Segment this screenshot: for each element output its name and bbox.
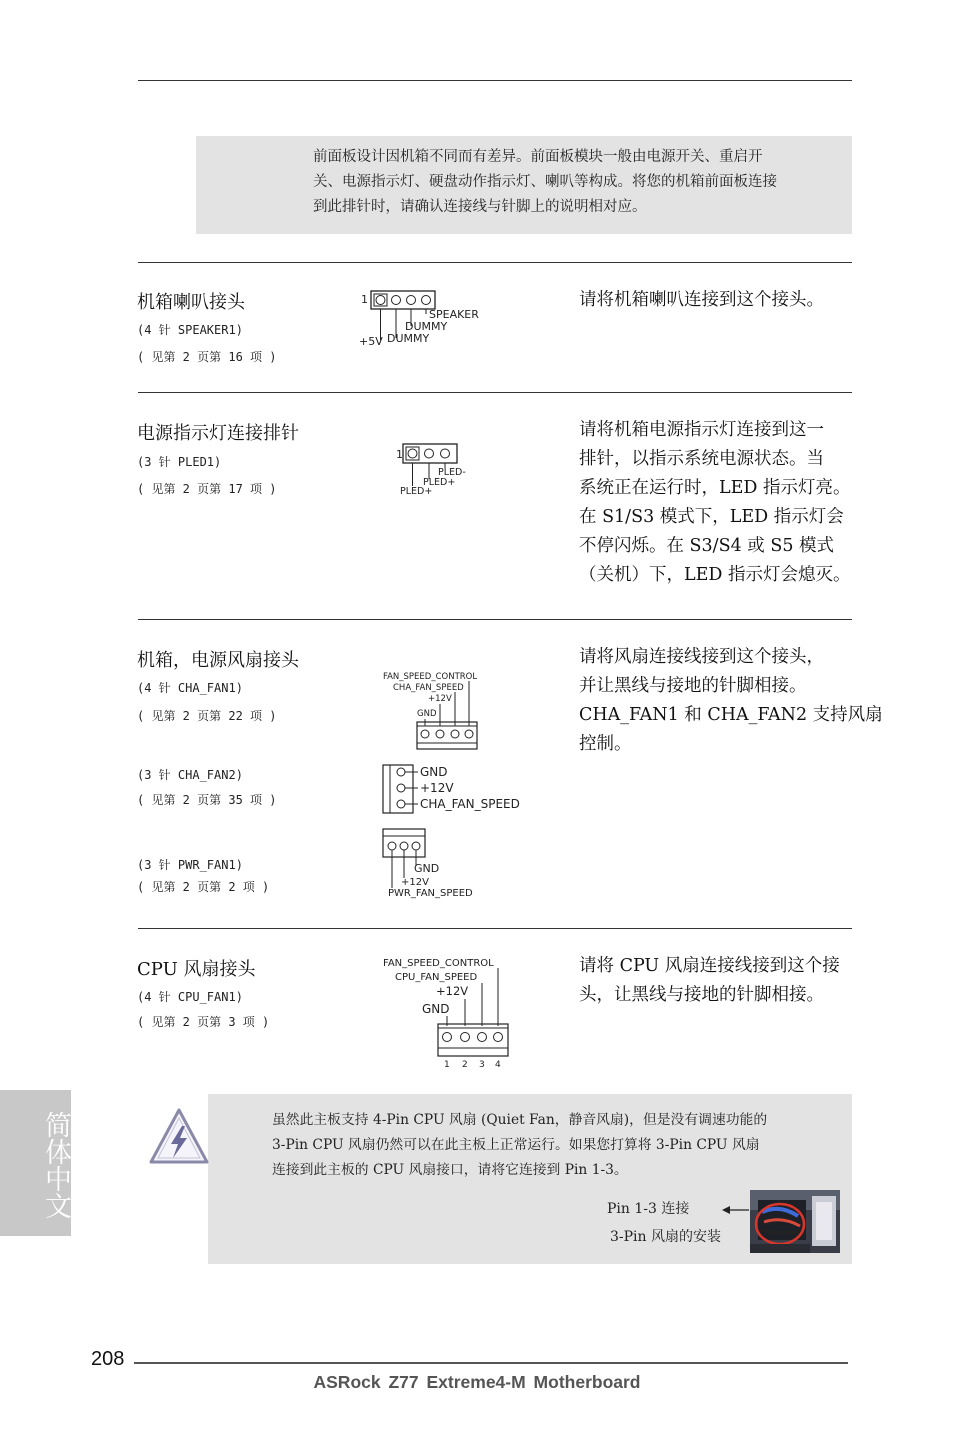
pin-number: 2 (462, 1060, 468, 1070)
fan-desc-line: 并让黑线与接地的针脚相接。 (579, 676, 807, 696)
cha-fan2-ref: ( 见第 2 页第 35 项 ) (137, 793, 277, 807)
footer-rule (134, 1362, 848, 1364)
speaker-pins: (4 针 SPEAKER1) (137, 323, 243, 337)
section-divider (138, 392, 852, 393)
language-tab-label: 简体中文 (40, 1111, 71, 1219)
section-divider (138, 262, 852, 263)
pled-desc-line: 不停闪烁。在 S3/S4 或 S5 模式 (579, 536, 835, 556)
note-line: 3-Pin CPU 风扇仍然可以在此主板上正常运行。如果您打算将 3-Pin CPU 风扇 (272, 1137, 760, 1153)
fan-speed-control-label: FAN_SPEED_CONTROL (383, 672, 478, 682)
gnd-label: GND (414, 862, 440, 875)
cpufan-title: CPU 风扇接头 (137, 959, 256, 980)
speaker-header-diagram (355, 286, 490, 348)
fan-desc-line: CHA_FAN1 和 CHA_FAN2 支持风扇 (579, 705, 883, 725)
pled-desc-line: 系统正在运行时，LED 指示灯亮。 (579, 478, 851, 498)
intro-text (313, 145, 853, 220)
page-number: 208 (91, 1348, 125, 1370)
fan-desc (579, 643, 883, 759)
pled-desc-line: （关机）下，LED 指示灯会熄灭。 (579, 565, 851, 585)
cpufan-desc-line: 头，让黑线与接地的针脚相接。 (579, 985, 824, 1005)
speaker-pin-label: SPEAKER (429, 308, 479, 321)
pled-pins: (3 针 PLED1) (137, 455, 222, 469)
intro-line: 前面板设计因机箱不同而有差异。前面板模块一般由电源开关、重启开 (313, 149, 763, 165)
cha-fan1-diagram (380, 668, 490, 752)
pled-plus-label: PLED+ (400, 486, 433, 497)
note-line: 连接到此主板的 CPU 风扇接口，请将它连接到 Pin 1-3。 (272, 1162, 628, 1178)
cpufan-ref: ( 见第 2 页第 3 项 ) (137, 1015, 270, 1029)
cpu-fan-diagram (380, 954, 520, 1070)
pled-desc-line: 排针，以指示系统电源状态。当 (579, 449, 824, 469)
cha-fan-speed-label: CHA_FAN_SPEED (420, 797, 520, 811)
fan-desc-line: 请将风扇连接线接到这个接头， (579, 647, 824, 667)
intro-line: 到此排针时，请确认连接线与针脚上的说明相对应。 (313, 199, 647, 215)
speaker-desc: 请将机箱喇叭连接到这个接头。 (579, 290, 824, 310)
gnd-label: GND (417, 709, 437, 719)
pwr-fan1-ref: ( 见第 2 页第 2 项 ) (137, 880, 270, 894)
fan-desc-line: 控制。 (579, 734, 632, 754)
fan-connector-photo (750, 1190, 840, 1253)
pled-plus-label: PLED+ (423, 477, 456, 488)
3pin-fan-install-label: 3-Pin 风扇的安装 (610, 1229, 722, 1245)
dummy-pin-label: DUMMY (387, 332, 430, 345)
pled-minus-label: PLED- (438, 467, 466, 478)
warning-icon (147, 1106, 211, 1168)
pled-ref: ( 见第 2 页第 17 项 ) (137, 482, 277, 496)
5v-pin-label: +5V (359, 335, 383, 348)
language-side-tab (0, 1090, 71, 1236)
arrow-left-icon (720, 1203, 750, 1217)
cpufan-desc-line: 请将 CPU 风扇连接线接到这个接 (579, 956, 840, 976)
fan-title: 机箱，电源风扇接头 (137, 650, 299, 671)
note-line: 虽然此主板支持 4-Pin CPU 风扇 (Quiet Fan，静音风扇)，但是没有调速功能的 (272, 1112, 768, 1128)
pled-desc-line: 请将机箱电源指示灯连接到这一 (579, 420, 824, 440)
pin1-label: 1 (361, 293, 368, 306)
cpufan-pins: (4 针 CPU_FAN1) (137, 990, 243, 1004)
pwr-fan-speed-label: PWR_FAN_SPEED (388, 888, 473, 899)
section-divider (138, 619, 852, 620)
12v-label: +12V (401, 877, 429, 888)
pin1-label: 1 (396, 448, 403, 461)
pwr-fan1-diagram (380, 826, 490, 900)
cha-fan1-ref: ( 见第 2 页第 22 项 ) (137, 709, 277, 723)
footer-title: ASRock Z77 Extreme4-M Motherboard (313, 1372, 641, 1392)
cha-fan-speed-label: CHA_FAN_SPEED (393, 683, 464, 693)
dummy-pin-label: DUMMY (405, 320, 448, 333)
top-rule (138, 80, 852, 81)
12v-label: +12V (428, 694, 452, 704)
pled-title: 电源指示灯连接排针 (137, 423, 299, 444)
pwr-fan1-pins: (3 针 PWR_FAN1) (137, 858, 243, 872)
12v-label: +12V (436, 984, 469, 998)
cha-fan2-diagram (380, 762, 530, 816)
speaker-ref: ( 见第 2 页第 16 项 ) (137, 350, 277, 364)
12v-label: +12V (420, 781, 454, 795)
pin13-connect-label: Pin 1-3 连接 (607, 1201, 690, 1217)
pled-desc (579, 416, 854, 590)
pled-header-diagram (392, 440, 482, 496)
pled-desc-line: 在 S1/S3 模式下，LED 指示灯会 (579, 507, 844, 527)
cpu-fan-speed-label: CPU_FAN_SPEED (395, 972, 478, 983)
cpufan-desc (579, 952, 854, 1010)
cha-fan2-pins: (3 针 CHA_FAN2) (137, 768, 243, 782)
cha-fan1-pins: (4 针 CHA_FAN1) (137, 681, 243, 695)
pin-number: 1 (444, 1060, 450, 1070)
note-text (272, 1108, 854, 1183)
speaker-title: 机箱喇叭接头 (137, 292, 245, 313)
gnd-label: GND (422, 1002, 450, 1016)
pin-number: 4 (495, 1060, 501, 1070)
section-divider (138, 928, 852, 929)
pin-number: 3 (479, 1060, 485, 1070)
fan-speed-control-label: FAN_SPEED_CONTROL (383, 958, 494, 969)
gnd-label: GND (420, 765, 448, 779)
intro-line: 关、电源指示灯、硬盘动作指示灯、喇叭等构成。将您的机箱前面板连接 (313, 174, 777, 190)
